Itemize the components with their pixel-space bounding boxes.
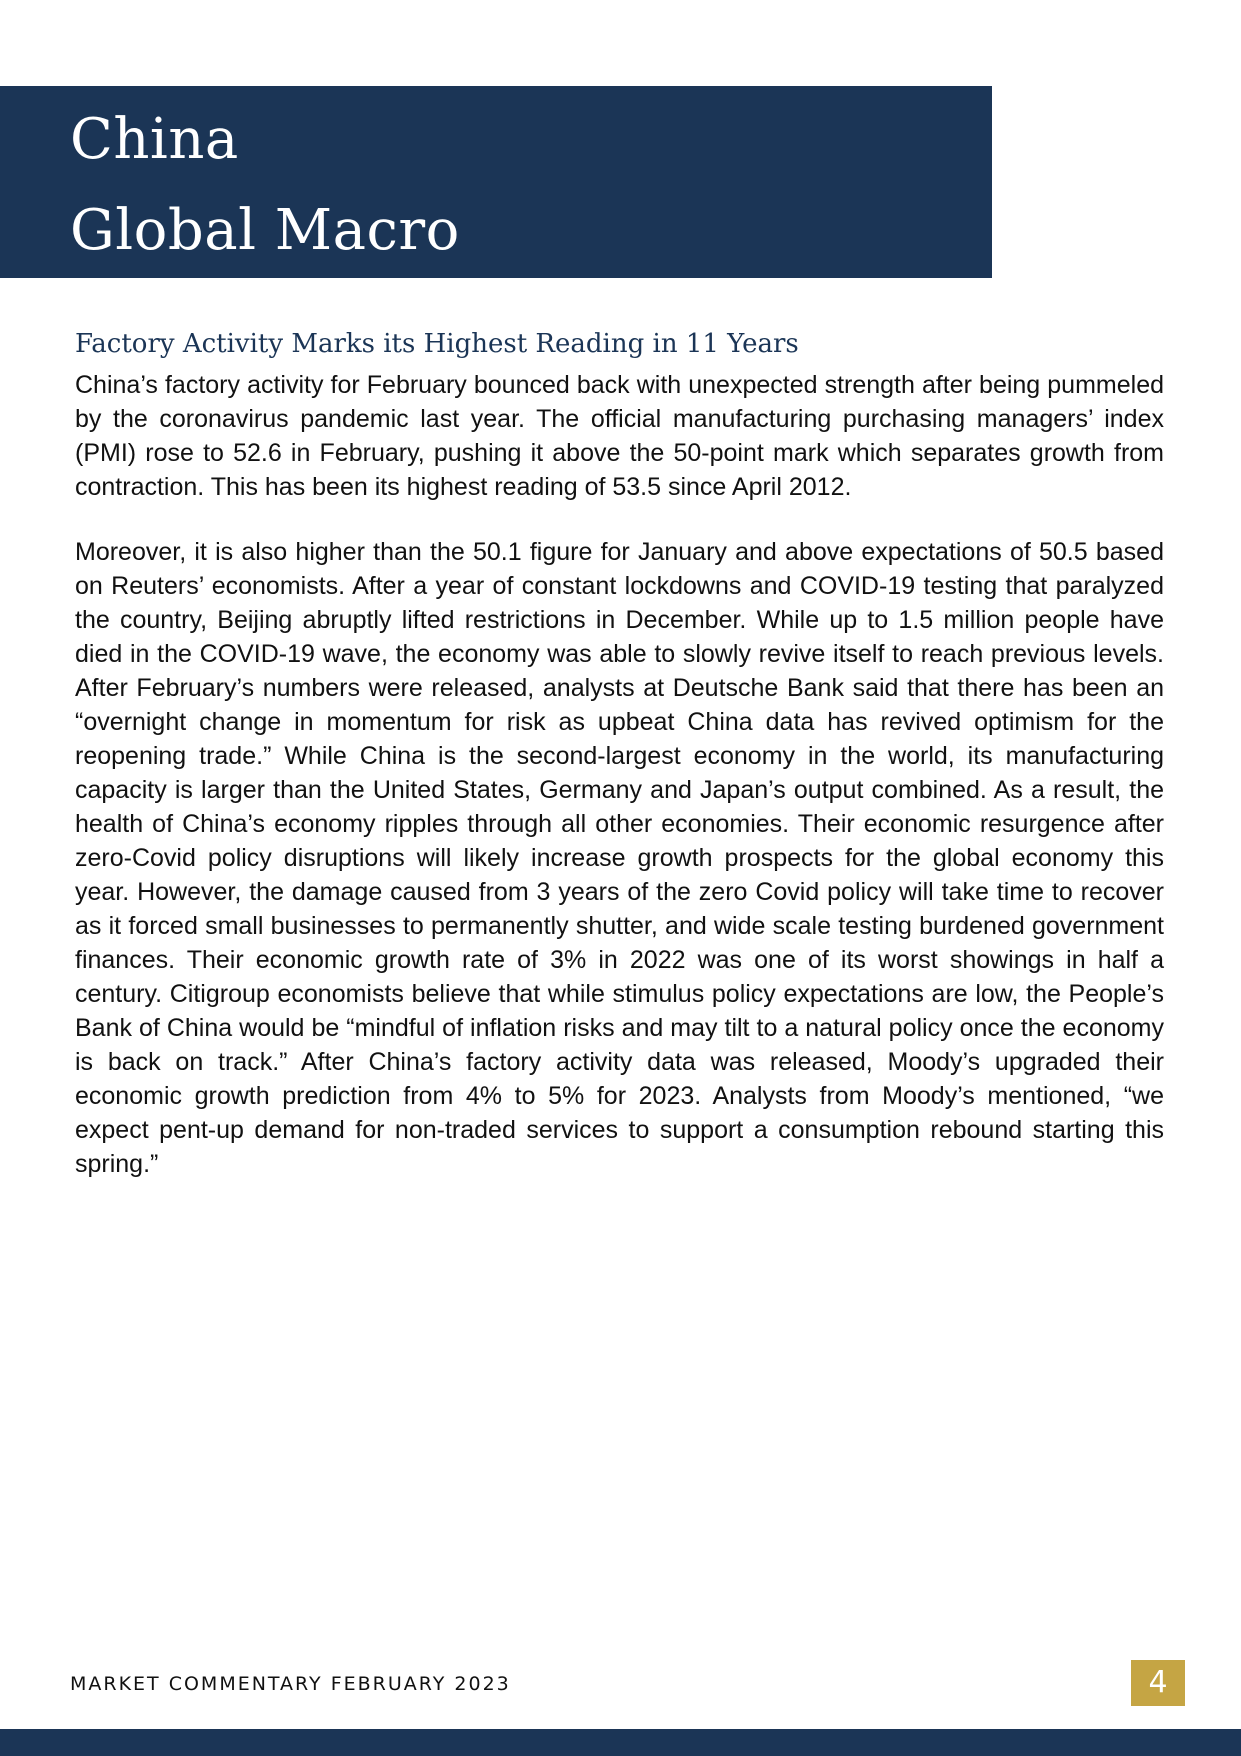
header-title-country: China — [70, 107, 239, 172]
footer-label: MARKET COMMENTARY FEBRUARY 2023 — [70, 1673, 511, 1695]
article — [75, 326, 1164, 1181]
bottom-band — [0, 1729, 1241, 1756]
article-heading: Factory Activity Marks its Highest Reading in 11 Years — [75, 329, 799, 359]
article-paragraph-1: China’s factory activity for February bounced back with unexpected strength after being pummeled by the coronavirus pandemic last year. The official manufacturing purchasing managers’ index (PMI) rose to 52.6 in February, pushing it above the 50-point mark which separates growth from contraction. This has been its highest reading of 53.5 since April 2012. — [75, 371, 1164, 501]
header-title-section: Global Macro — [70, 198, 460, 263]
article-paragraph-2: Moreover, it is also higher than the 50.1 figure for January and above expectations of 50.5 based on Reuters’ economists. After a year of constant lockdowns and COVID-19 testing that paralyzed the country, Beijing abruptly lifted restrictions in December. While up to 1.5 million people have died in the COVID-19 wave, the economy was able to slowly revive itself to reach previous levels. After February’s numbers were released, analysts at Deutsche Bank said that there has been an “overnight change in momentum for risk as upbeat China data has revived optimism for the reopening trade.” While China is the second-largest economy in the world, its manufacturing capacity is larger than the United States, Germany and Japan’s output combined. As a result, the health of China’s economy ripples through all other economies. Their economic resurgence after zero-Covid policy disruptions will likely increase growth prospects for the global economy this year. However, the damage caused from 3 years of the zero Covid policy will take time to recover as it forced small businesses to permanently shutter, and wide scale testing burdened government finances. Their economic growth rate of 3% in 2022 was one of its worst showings in half a century. Citigroup economists believe that while stimulus policy expectations are low, the People’s Bank of China would be “mindful of inflation risks and may tilt to a natural policy once the economy is back on track.” After China’s factory activity data was released, Moody’s upgraded their economic growth prediction from 4% to 5% for 2023. Analysts from Moody’s mentioned, “we expect pent-up demand for non-traded services to support a consumption rebound starting this spring.” — [75, 538, 1164, 1178]
page-number-badge: 4 — [1131, 1660, 1185, 1706]
